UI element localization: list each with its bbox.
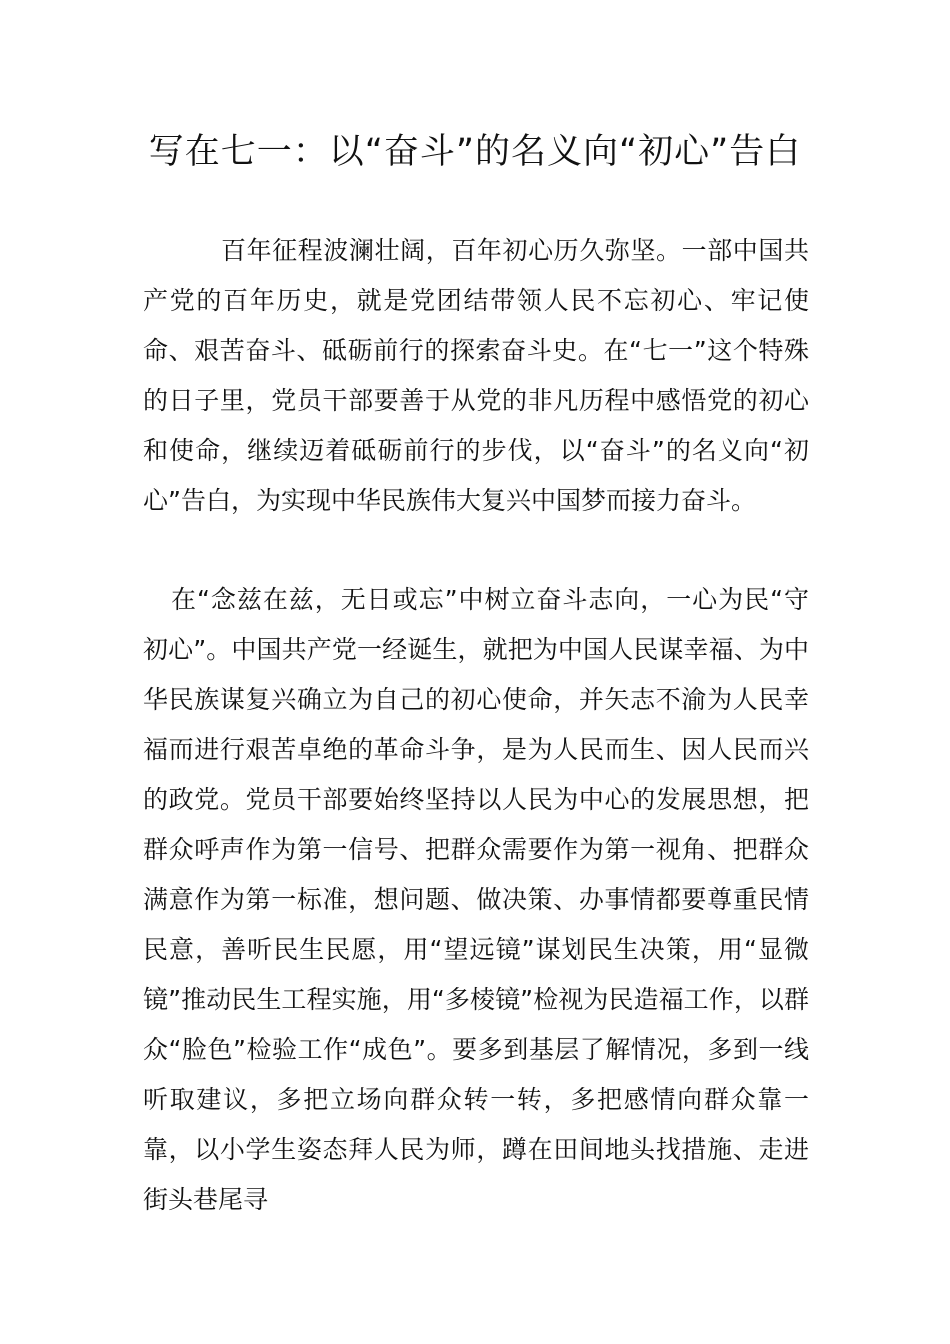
document-title: 写在七一：以“奋斗”的名义向“初心”告白 [148,132,802,172]
paragraph-1: 百年征程波澜壮阔，百年初心历久弥坚。一部中国共产党的百年历史，就是党团结带领人民不忘初心、牢记使命、艰苦奋斗、砥砺前行的探索奋斗史。在“七一”这个特殊的日子里，党员干部要善于从党的非凡历程中感悟党的初心和使命，继续迈着砥砺前行的步伐，以“奋斗”的名义向“初心”告白，为实现中华民族伟大复兴中国梦而接力奋斗。 [143,236,809,515]
paragraph-2: 在“念兹在兹，无日或忘”中树立奋斗志向，一心为民“守初心”。中国共产党一经诞生，就把为中国人民谋幸福、为中华民族谋复兴确立为自己的初心使命，并矢志不渝为人民幸福而进行艰苦卓绝的革命斗争，是为人民而生、因人民而兴的政党。党员干部要始终坚持以人民为中心的发展思想，把群众呼声作为第一信号、把群众需要作为第一视角、把群众满意作为第一标准，想问题、做决策、办事情都要尊重民情民意，善听民生民愿，用“望远镜”谋划民生决策，用“显微镜”推动民生工程实施，用“多棱镜”检视为民造福工作，以群众“脸色”检验工作“成色”。要多到基层了解情况，多到一线听取建议，多把立场向群众转一转，多把感情向群众靠一靠，以小学生姿态拜人民为师，蹲在田间地头找措施、走进街头巷尾寻 [143,585,809,1214]
